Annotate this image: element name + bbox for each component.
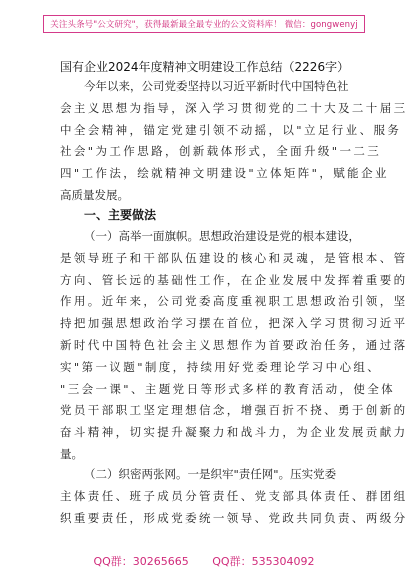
text-line: （一）高举一面旗帜。思想政治建设是党的根本建设， — [84, 229, 360, 243]
text-line: 方向、管长远的基础性工作，在企业发展中发挥着重要的 — [60, 272, 408, 287]
text-line: （二）织密两张网。一是织牢"责任网"。压实党委 — [84, 467, 337, 481]
text-line: 四"工作法，绘就精神文明建设"立体矩阵"，赋能企业 — [60, 166, 389, 181]
paragraph-one — [60, 226, 408, 466]
text-line: 主体责任、班子成员分管责任、党支部具体责任、群团组 — [60, 488, 408, 503]
text-line: 实"第一议题"制度，持续用好党委理论学习中心组、 — [60, 359, 382, 374]
text-line: 高质量发展。 — [60, 187, 129, 202]
text-line: 是领导班子和干部队伍建设的核心和灵魂，是管根本、管 — [60, 250, 408, 265]
text-line: 社会"为工作思路，创新载体形式，全面升级"一二三 — [60, 144, 382, 159]
document-title: 国有企业2024年度精神文明建设工作总结（2226字） — [60, 60, 350, 74]
text-line: 作用。近年来，公司党委高度重视职工思想政治引领，坚 — [60, 294, 408, 309]
footer-qq-group-1: QQ群：30265665 — [93, 555, 189, 568]
footer-qq-group-2: QQ群：535304092 — [212, 555, 315, 568]
top-banner — [0, 12, 408, 33]
text-line: 量。 — [60, 446, 83, 461]
text-line: 持把加强思想政治学习摆在首位，把深入学习贯彻习近平 — [60, 316, 408, 331]
text-line: 新时代中国特色社会主义思想作为首要政治任务，通过落 — [60, 337, 408, 352]
footer — [0, 553, 408, 569]
text-line: 织重要责任，形成党委统一领导、党政共同负责、两级分 — [60, 510, 408, 525]
text-line: 今年以来，公司党委坚持以习近平新时代中国特色社 — [84, 79, 349, 93]
section-heading: 一、主要做法 — [84, 208, 157, 222]
text-line: 会主义思想为指导，深入学习贯彻党的二十大及二十届三 — [60, 100, 408, 115]
banner-text: 关注头条号"公文研究"，获得最新最全最专业的公文资料库！ 微信：gongwenyj — [43, 15, 364, 33]
intro-paragraph — [60, 76, 408, 207]
text-line: 党员干部职工坚定理想信念，增强百折不挠、勇于创新的 — [60, 403, 408, 418]
text-line: 奋斗精神，切实提升凝聚力和战斗力，为企业发展贡献力 — [60, 425, 408, 440]
paragraph-two — [60, 464, 408, 529]
text-line: "三会一课"、主题党日等形式多样的教育活动，使全体 — [60, 381, 396, 396]
text-line: 中全会精神，锚定党建引领不动摇，以"立足行业、服务 — [60, 122, 402, 137]
